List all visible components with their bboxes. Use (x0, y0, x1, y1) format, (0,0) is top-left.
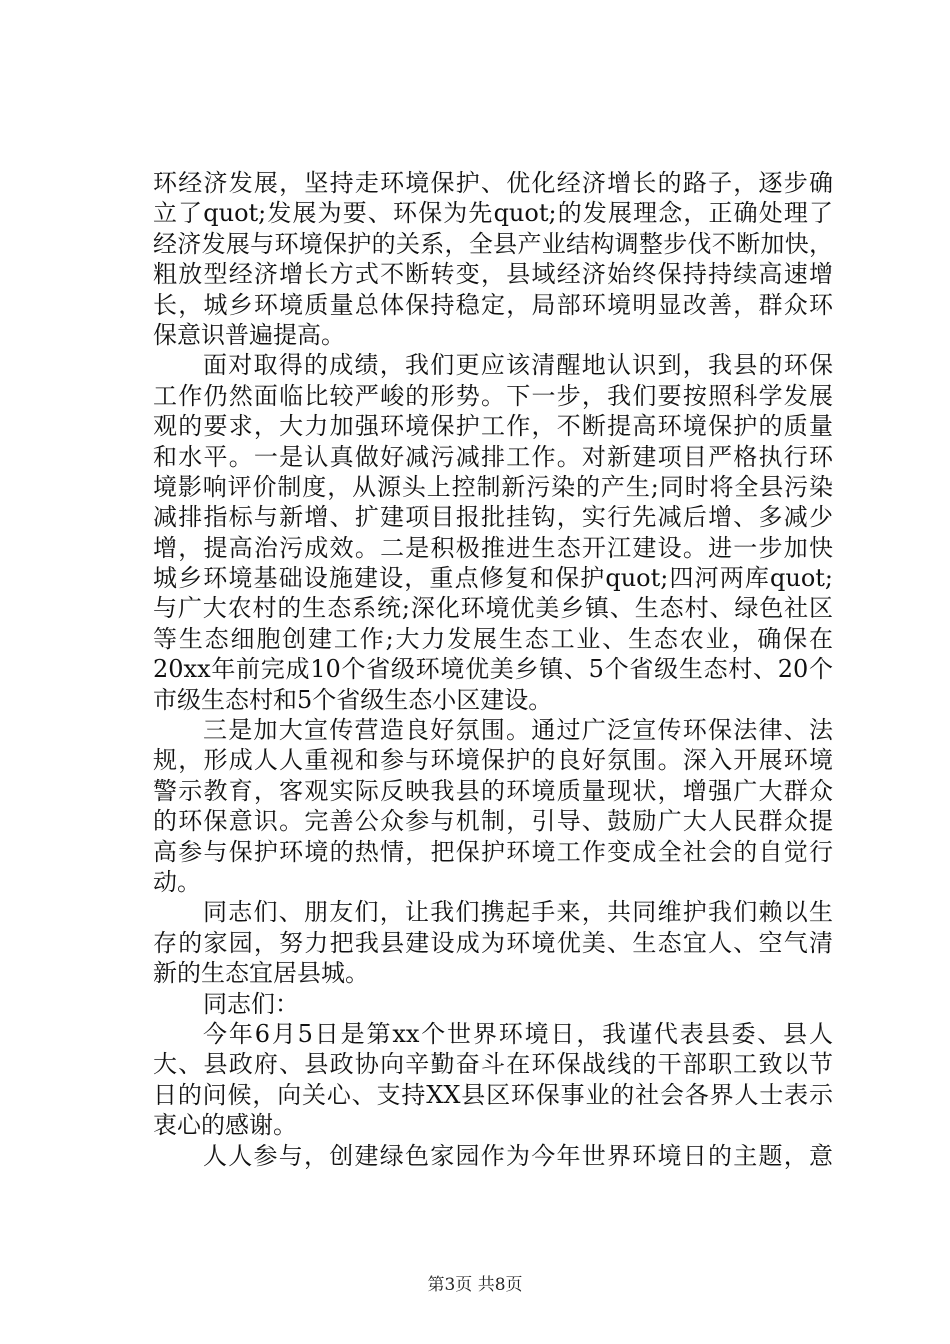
paragraph (153, 350, 833, 715)
text-line: 和水平。一是认真做好减污减排工作。对新建项目严格执行环 (153, 442, 833, 471)
text-line: 城乡环境基础设施建设，重点修复和保护quot;四河两库quot; (153, 564, 833, 593)
paragraph (153, 1141, 833, 1171)
text-line: 高参与保护环境的热情，把保护环境工作变成全社会的自觉行 (153, 837, 833, 866)
text-line: 保意识普遍提高。 (153, 320, 345, 349)
text-line: 减排指标与新增、扩建项目报批挂钩，实行先减后增、多减少 (153, 503, 833, 532)
text-line: 规，形成人人重视和参与环境保护的良好氛围。深入开展环境 (153, 746, 833, 775)
paragraph (153, 168, 833, 350)
text-line: 同志们： (203, 989, 299, 1018)
text-line: 观的要求，大力加强环境保护工作，不断提高环境保护的质量 (153, 412, 833, 441)
text-line: 日的问候，向关心、支持XX县区环保事业的社会各界人士表示 (153, 1080, 833, 1109)
text-line: 衷心的感谢。 (153, 1111, 297, 1140)
text-line: 今年6月5日是第xx个世界环境日，我谨代表县委、县人 (203, 1019, 833, 1048)
page-footer: 第3页 共8页 (427, 1275, 523, 1295)
text-line: 等生态细胞创建工作;大力发展生态工业、生态农业，确保在 (153, 624, 833, 653)
text-line: 三是加大宣传营造良好氛围。通过广泛宣传环保法律、法 (203, 716, 833, 745)
text-line: 警示教育，客观实际反映我县的环境质量现状，增强广大群众 (153, 776, 833, 805)
text-line: 人人参与，创建绿色家园作为今年世界环境日的主题，意 (203, 1141, 833, 1170)
text-line: 粗放型经济增长方式不断转变，县域经济始终保持持续高速增 (153, 260, 833, 289)
text-line: 同志们、朋友们，让我们携起手来，共同维护我们赖以生 (203, 898, 833, 927)
text-line: 新的生态宜居县城。 (153, 959, 369, 988)
text-line: 动。 (153, 867, 201, 896)
text-line: 长，城乡环境质量总体保持稳定，局部环境明显改善，群众环 (153, 290, 833, 319)
paragraph (153, 715, 833, 897)
paragraph (153, 989, 833, 1019)
text-line: 工作仍然面临比较严峻的形势。下一步，我们要按照科学发展 (153, 381, 833, 410)
text-line: 增，提高治污成效。二是积极推进生态开江建设。进一步加快 (153, 533, 833, 562)
text-line: 大、县政府、县政协向辛勤奋斗在环保战线的干部职工致以节 (153, 1050, 833, 1079)
text-line: 市级生态村和5个省级生态小区建设。 (153, 685, 553, 714)
paragraph (153, 1019, 833, 1141)
text-line: 面对取得的成绩，我们更应该清醒地认识到，我县的环保 (203, 351, 833, 380)
text-line: 存的家园，努力把我县建设成为环境优美、生态宜人、空气清 (153, 928, 833, 957)
text-line: 经济发展与环境保护的关系，全县产业结构调整步伐不断加快， (153, 229, 833, 258)
paragraph (153, 897, 833, 988)
text-line: 与广大农村的生态系统;深化环境优美乡镇、生态村、绿色社区 (153, 594, 833, 623)
text-line: 立了quot;发展为要、环保为先quot;的发展理念，正确处理了 (153, 199, 833, 228)
text-line: 环经济发展，坚持走环境保护、优化经济增长的路子，逐步确 (153, 169, 833, 197)
text-line: 的环保意识。完善公众参与机制，引导、鼓励广大人民群众提 (153, 807, 833, 836)
document-body (153, 168, 833, 1171)
text-line: 20xx年前完成10个省级环境优美乡镇、5个省级生态村、20个 (153, 655, 833, 684)
text-line: 境影响评价制度，从源头上控制新污染的产生;同时将全县污染 (153, 472, 833, 501)
